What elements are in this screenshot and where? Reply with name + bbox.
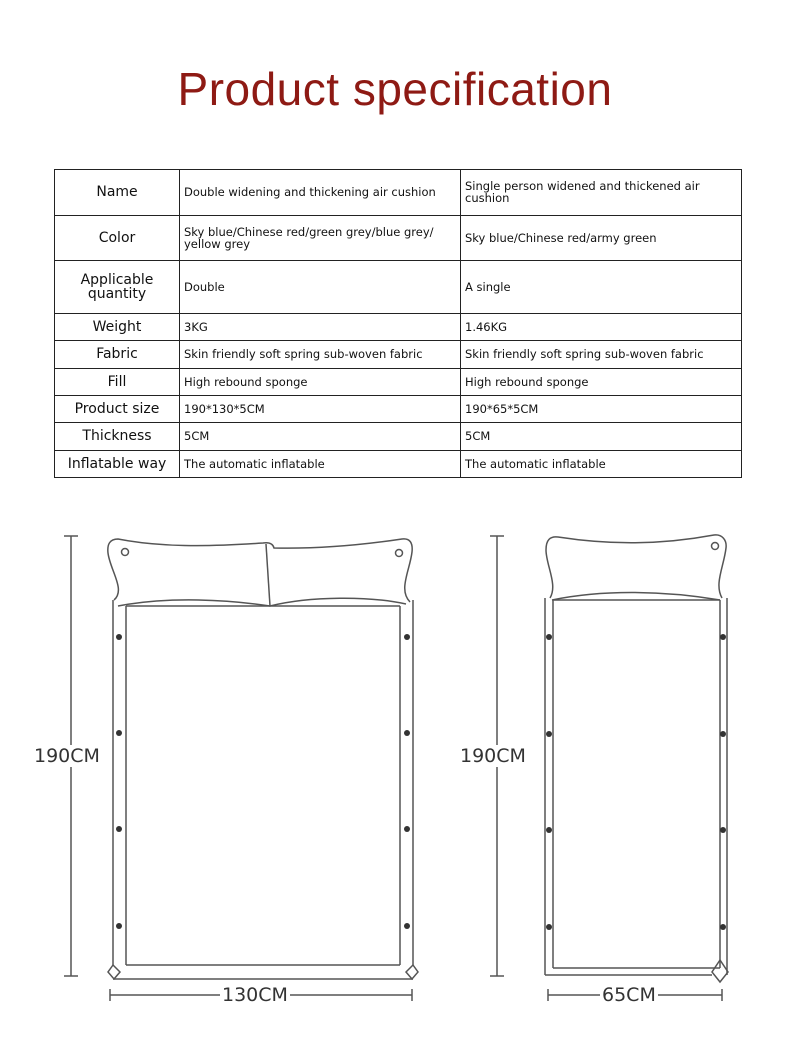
double-pillow-seam — [266, 544, 270, 606]
double-value: Double widening and thickening air cushion — [180, 170, 461, 216]
single-mattress-body — [545, 598, 728, 982]
single-value: Skin friendly soft spring sub-woven fabric — [461, 341, 742, 368]
single-valve-icon — [712, 543, 719, 550]
row-label: Inflatable way — [55, 450, 180, 477]
page-title: Product specification — [177, 63, 613, 115]
row-label: Product size — [55, 395, 180, 422]
single-value: A single — [461, 261, 742, 314]
single-right-rivets — [720, 634, 726, 930]
row-label: Weight — [55, 313, 180, 340]
single-width-label: 65CM — [602, 984, 656, 1006]
row-label: Applicable quantity — [55, 261, 180, 314]
double-value: High rebound sponge — [180, 368, 461, 395]
row-label: Color — [55, 215, 180, 261]
double-value: 5CM — [180, 423, 461, 450]
double-length-label: 190CM — [34, 745, 100, 767]
single-left-rivets — [546, 634, 552, 930]
double-value: 190*130*5CM — [180, 395, 461, 422]
double-left-rivets — [116, 634, 122, 929]
single-value: The automatic inflatable — [461, 450, 742, 477]
double-value: Double — [180, 261, 461, 314]
double-value: Skin friendly soft spring sub-woven fabric — [180, 341, 461, 368]
row-label: Fabric — [55, 341, 180, 368]
double-mattress-body — [108, 600, 418, 979]
double-width-label: 130CM — [222, 984, 288, 1006]
single-pillow — [546, 535, 726, 598]
double-valve-right-icon — [396, 550, 403, 557]
single-value: 1.46KG — [461, 313, 742, 340]
single-value: Sky blue/Chinese red/army green — [461, 215, 742, 261]
single-length-label: 190CM — [460, 745, 526, 767]
double-value: Sky blue/Chinese red/green grey/blue grey/ yellow grey — [180, 215, 461, 261]
double-valve-left-icon — [122, 549, 129, 556]
row-label: Fill — [55, 368, 180, 395]
single-value: 190*65*5CM — [461, 395, 742, 422]
row-label: Thickness — [55, 423, 180, 450]
double-pillow-edge — [118, 598, 406, 606]
single-value: High rebound sponge — [461, 368, 742, 395]
double-value: 3KG — [180, 313, 461, 340]
single-value: Single person widened and thickened air cushion — [461, 170, 742, 216]
double-value: The automatic inflatable — [180, 450, 461, 477]
single-pillow-edge — [552, 593, 720, 601]
double-right-rivets — [404, 634, 410, 929]
double-pillow — [108, 539, 412, 602]
single-value: 5CM — [461, 423, 742, 450]
row-label: Name — [55, 170, 180, 216]
